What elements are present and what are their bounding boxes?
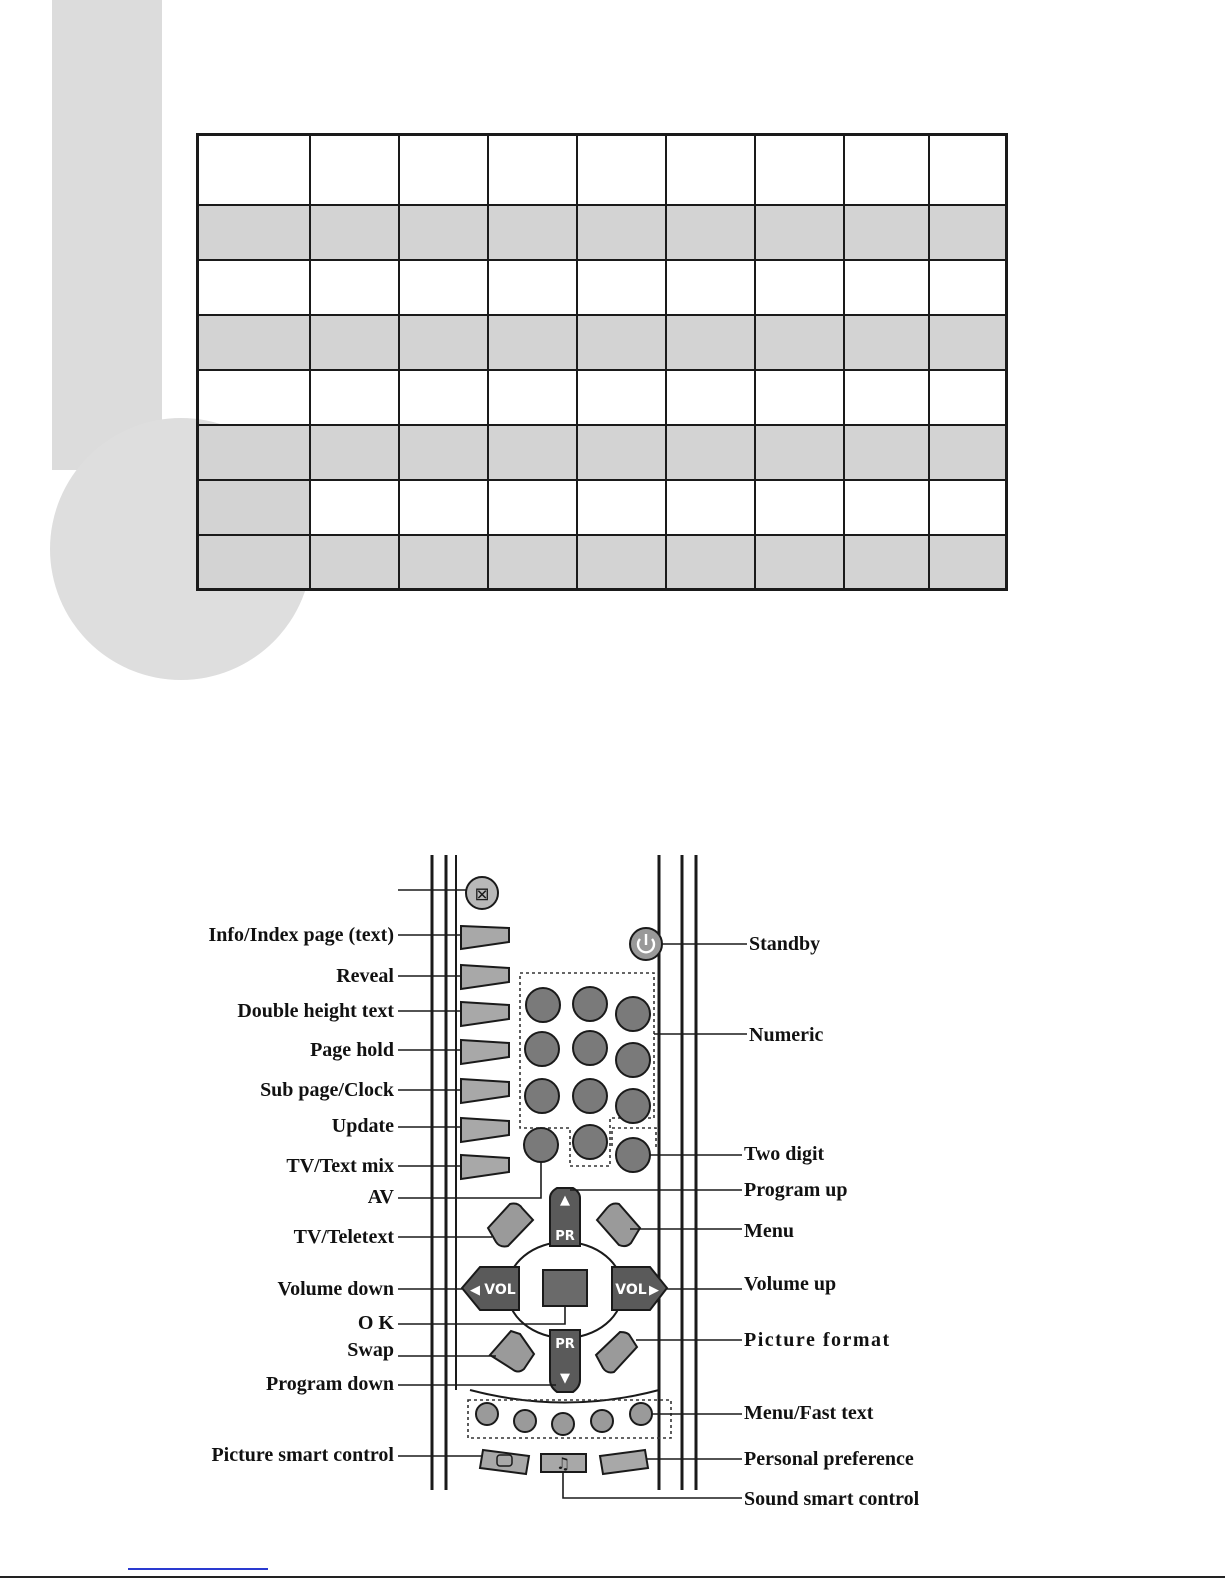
note-icon: ♫: [555, 1454, 571, 1473]
fast-text-yellow-button[interactable]: [552, 1413, 574, 1435]
vol-right-label: VOL: [615, 1282, 647, 1298]
numeric-key-7[interactable]: [525, 1079, 559, 1113]
pr-up-label: PR: [555, 1229, 575, 1244]
picture-format-button[interactable]: [596, 1332, 637, 1373]
label-sound-smart: Sound smart control: [744, 1488, 920, 1510]
label-menu: Menu: [744, 1220, 794, 1242]
numeric-key-6[interactable]: [616, 1043, 650, 1077]
label-standby: Standby: [749, 933, 821, 955]
label-numeric: Numeric: [749, 1024, 824, 1046]
av-button[interactable]: [524, 1128, 558, 1162]
numeric-key-5[interactable]: [573, 1031, 607, 1065]
label-tv-text-mix: TV/Text mix: [286, 1155, 394, 1177]
arrow-left-icon: ◀: [470, 1283, 480, 1298]
tv-text-mix-button[interactable]: [461, 1155, 509, 1179]
ok-button[interactable]: [543, 1270, 587, 1306]
program-down-button[interactable]: [550, 1330, 580, 1392]
label-update: Update: [331, 1115, 394, 1137]
personal-preference-button[interactable]: [600, 1450, 648, 1474]
numeric-key-4[interactable]: [525, 1032, 559, 1066]
label-double-height: Double height text: [237, 1000, 394, 1022]
table-row: [198, 535, 1007, 590]
label-info-index: Info/Index page (text): [208, 924, 394, 946]
label-av: AV: [367, 1186, 394, 1208]
label-program-up: Program up: [744, 1179, 848, 1201]
table-row: [198, 370, 1007, 425]
numeric-key-9[interactable]: [616, 1089, 650, 1123]
fast-text-red-button[interactable]: [476, 1403, 498, 1425]
label-page-hold: Page hold: [310, 1039, 394, 1061]
subpage-clock-button[interactable]: [461, 1079, 509, 1103]
footer-link-underline: [128, 1568, 268, 1570]
label-two-digit: Two digit: [744, 1143, 825, 1165]
two-digit-button[interactable]: [616, 1138, 650, 1172]
table-row: [198, 480, 1007, 535]
program-up-button[interactable]: [550, 1188, 580, 1246]
label-volume-up: Volume up: [744, 1273, 837, 1295]
sound-smart-button[interactable]: [541, 1454, 586, 1473]
table-row: [198, 315, 1007, 370]
numeric-key-8[interactable]: [573, 1079, 607, 1113]
footer-rule: [0, 1576, 1225, 1578]
pr-down-label: PR: [555, 1337, 575, 1352]
arrow-up-icon: ▲: [560, 1193, 570, 1208]
table-row: [198, 135, 1007, 205]
label-picture-smart: Picture smart control: [211, 1444, 394, 1466]
update-button[interactable]: [461, 1118, 509, 1142]
volume-down-button[interactable]: [462, 1267, 519, 1310]
vol-left-label: VOL: [484, 1282, 516, 1298]
label-menu-fast-text: Menu/Fast text: [744, 1402, 874, 1424]
label-subpage-clock: Sub page/Clock: [260, 1079, 394, 1101]
arrow-down-icon: ▼: [560, 1371, 570, 1386]
arrow-right-icon: ▶: [649, 1283, 659, 1298]
fast-text-green-button[interactable]: [514, 1410, 536, 1432]
decorative-side-bar: [52, 0, 162, 470]
picture-smart-button[interactable]: [480, 1450, 529, 1474]
label-swap: Swap: [347, 1339, 394, 1361]
mute-button[interactable]: [466, 877, 498, 909]
tv-teletext-button[interactable]: [488, 1204, 533, 1247]
label-personal-preference: Personal preference: [744, 1448, 914, 1470]
label-volume-down: Volume down: [277, 1278, 394, 1300]
fast-text-menu-button[interactable]: [630, 1403, 652, 1425]
menu-button[interactable]: [597, 1204, 640, 1247]
label-program-down: Program down: [266, 1373, 394, 1395]
table-row: [198, 205, 1007, 260]
standby-button[interactable]: [630, 928, 662, 960]
numeric-key-1[interactable]: [526, 988, 560, 1022]
numeric-key-2[interactable]: [573, 987, 607, 1021]
mute-icon: ⊠: [474, 884, 490, 905]
remote-control-diagram: [0, 850, 1225, 1510]
label-picture-format: Picture format: [744, 1329, 891, 1351]
table-row: [198, 260, 1007, 315]
numeric-key-3[interactable]: [616, 997, 650, 1031]
label-reveal: Reveal: [336, 965, 394, 987]
table-row: [198, 425, 1007, 480]
reveal-button[interactable]: [461, 965, 509, 989]
fast-text-blue-button[interactable]: [591, 1410, 613, 1432]
label-tv-teletext: TV/Teletext: [293, 1226, 394, 1248]
double-height-button[interactable]: [461, 1002, 509, 1026]
swap-button[interactable]: [490, 1331, 534, 1372]
specification-table: [196, 133, 1008, 591]
page-hold-button[interactable]: [461, 1040, 509, 1064]
info-index-button[interactable]: [461, 926, 509, 949]
label-ok: O K: [357, 1312, 394, 1334]
numeric-key-0[interactable]: [573, 1125, 607, 1159]
